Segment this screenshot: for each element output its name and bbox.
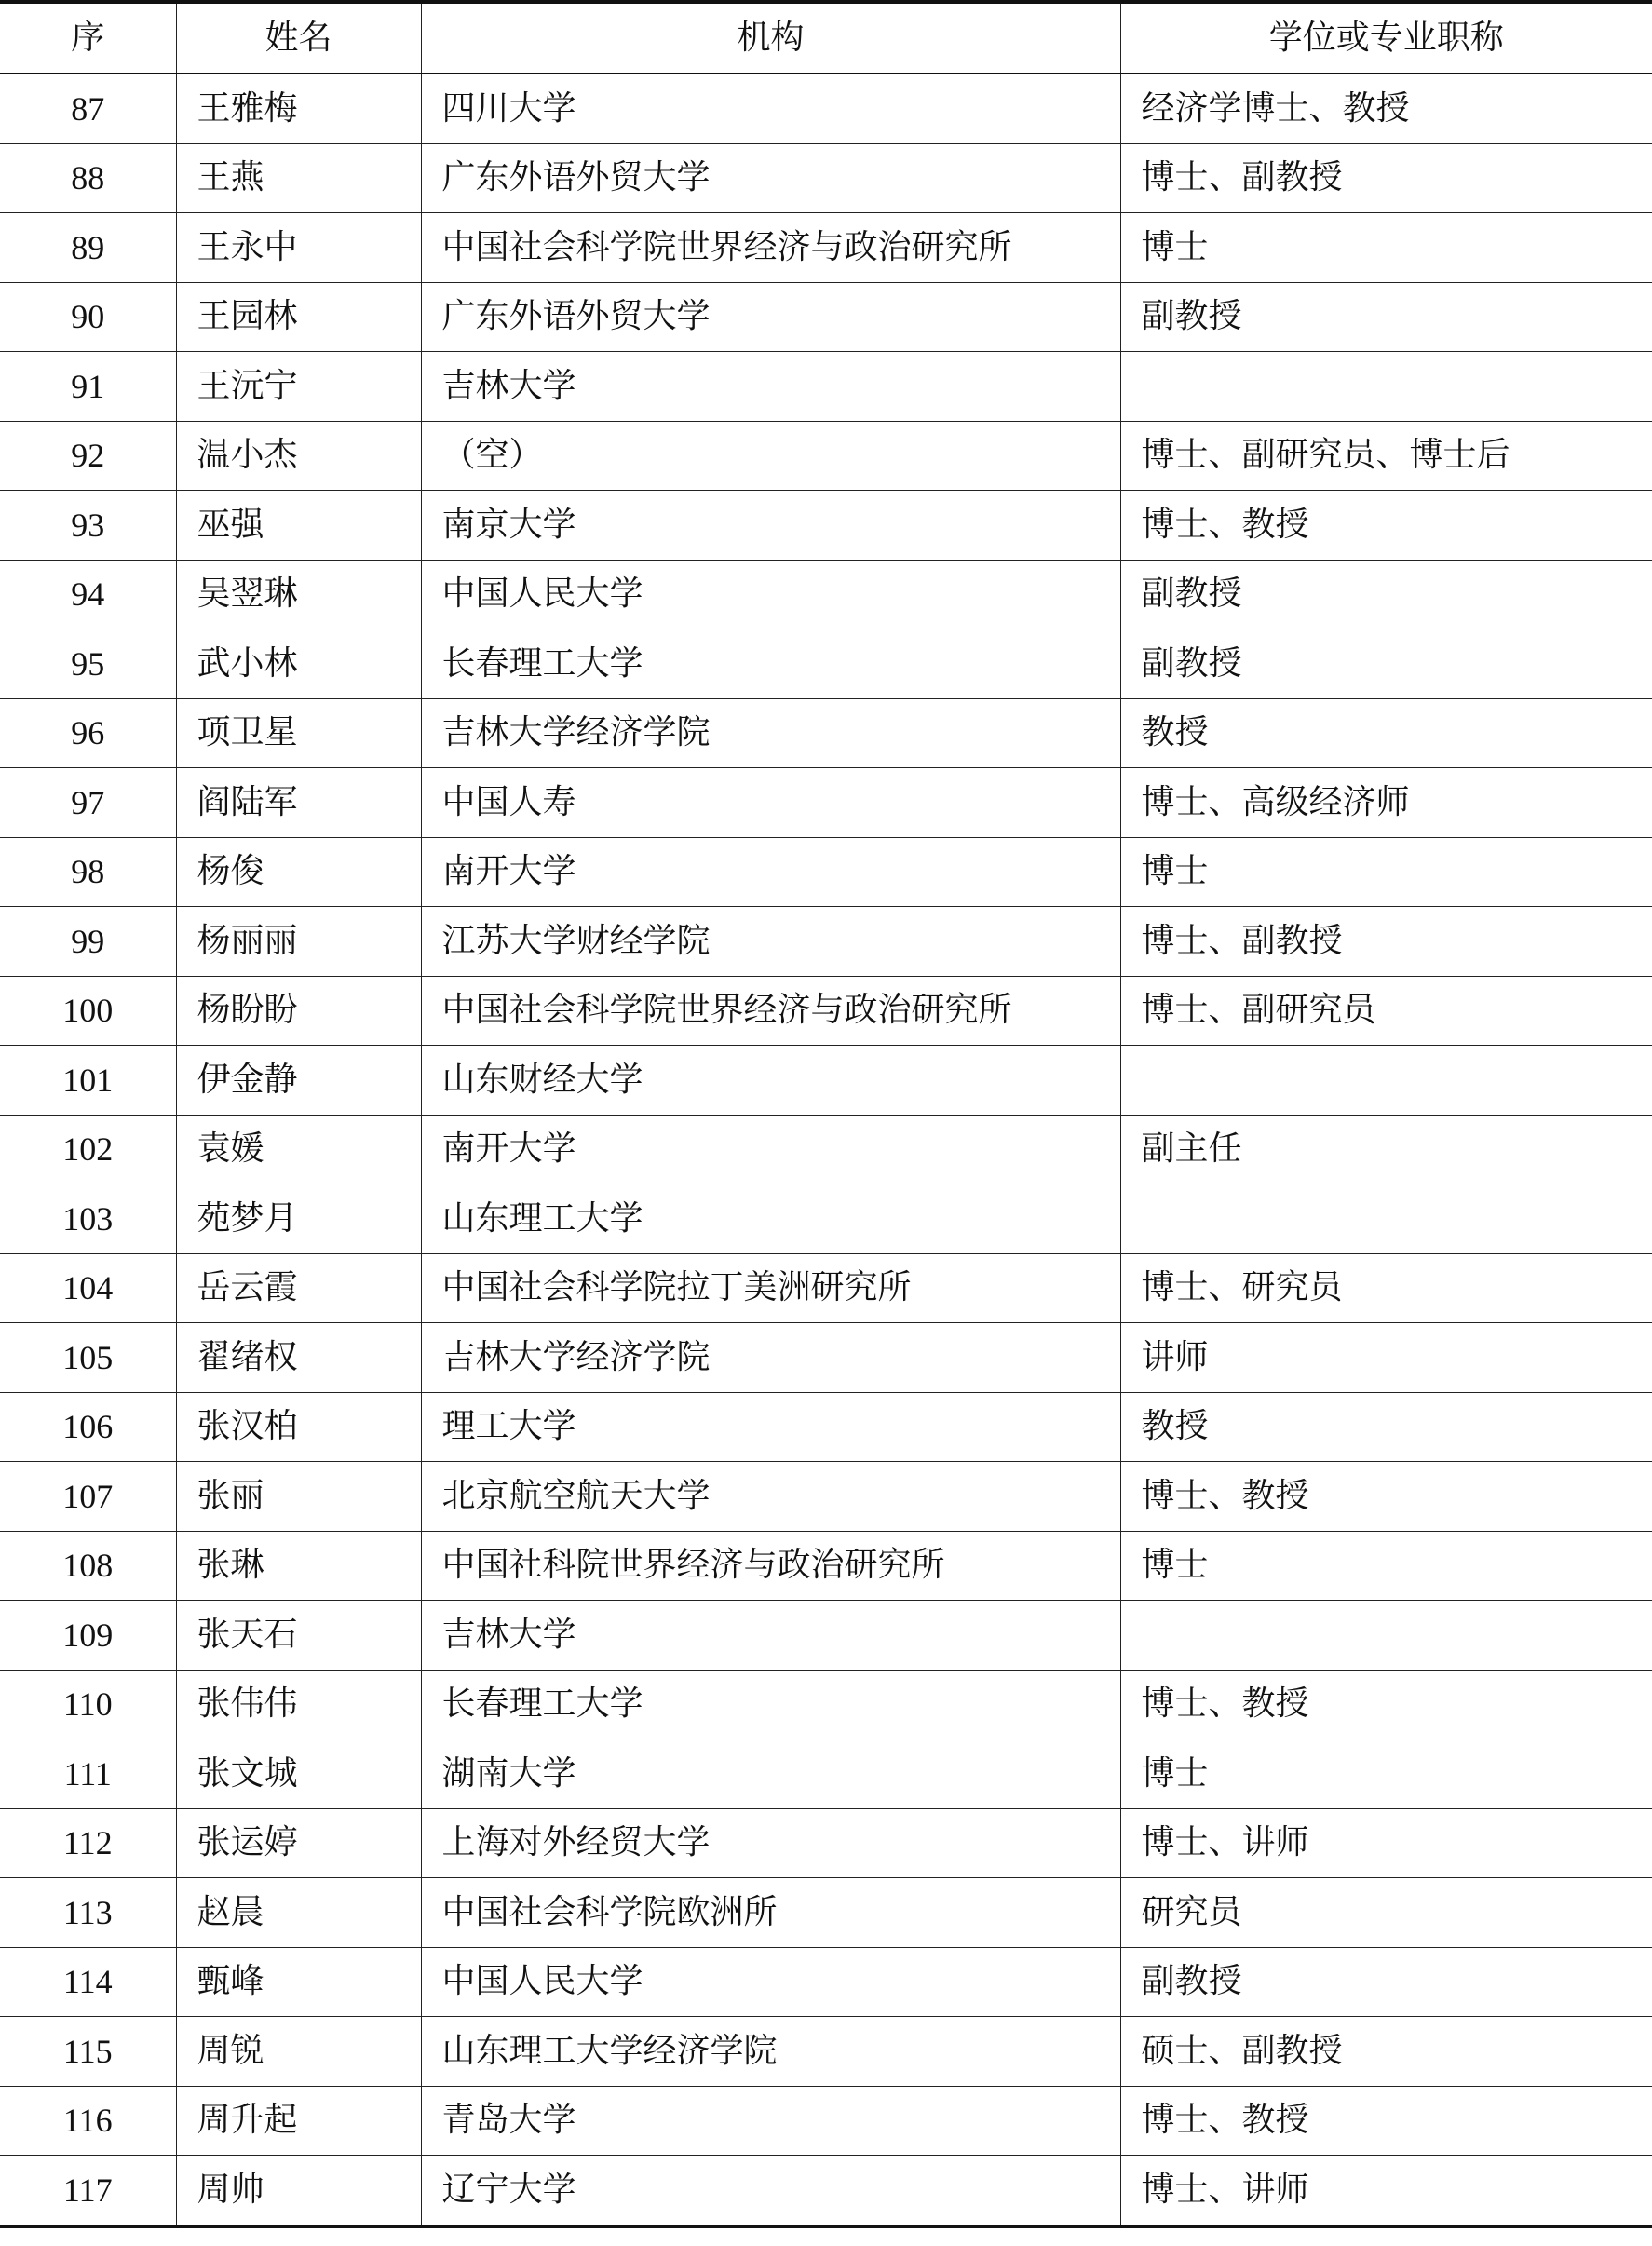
name-cell: 翟绪权 <box>176 1323 421 1393</box>
name-cell: 武小林 <box>176 629 421 699</box>
institution-cell: 长春理工大学 <box>421 1670 1120 1739</box>
name-cell: 张文城 <box>176 1739 421 1809</box>
name-cell: 杨丽丽 <box>176 907 421 977</box>
seq-cell: 92 <box>0 421 176 491</box>
name-cell: 王沅宁 <box>176 352 421 422</box>
degree-title-cell: 博士、副教授 <box>1120 143 1652 213</box>
name-cell: 张伟伟 <box>176 1670 421 1739</box>
degree-title-cell <box>1120 352 1652 422</box>
institution-cell: 北京航空航天大学 <box>421 1462 1120 1532</box>
degree-title-cell: 博士 <box>1120 213 1652 283</box>
table-row <box>0 1462 1652 1532</box>
seq-cell: 107 <box>0 1462 176 1532</box>
seq-cell: 116 <box>0 2086 176 2156</box>
degree-title-cell: 博士、教授 <box>1120 2086 1652 2156</box>
table-row <box>0 1531 1652 1601</box>
seq-cell: 108 <box>0 1531 176 1601</box>
institution-cell: 中国社会科学院世界经济与政治研究所 <box>421 976 1120 1046</box>
seq-cell: 94 <box>0 560 176 629</box>
degree-title-cell <box>1120 1046 1652 1116</box>
name-cell: 张琳 <box>176 1531 421 1601</box>
seq-cell: 89 <box>0 213 176 283</box>
header-row <box>0 2 1652 74</box>
table-row <box>0 1947 1652 2017</box>
degree-title-cell: 博士 <box>1120 1531 1652 1601</box>
degree-title-cell: 博士、讲师 <box>1120 2156 1652 2226</box>
name-cell: 王永中 <box>176 213 421 283</box>
name-cell: 项卫星 <box>176 698 421 768</box>
seq-cell: 105 <box>0 1323 176 1393</box>
table-row <box>0 976 1652 1046</box>
table-row <box>0 837 1652 907</box>
institution-cell: 山东理工大学 <box>421 1184 1120 1254</box>
table-row <box>0 1253 1652 1323</box>
degree-title-cell: 博士、副研究员 <box>1120 976 1652 1046</box>
name-cell: 周帅 <box>176 2156 421 2226</box>
seq-cell: 111 <box>0 1739 176 1809</box>
degree-title-cell: 副教授 <box>1120 560 1652 629</box>
seq-cell: 91 <box>0 352 176 422</box>
institution-cell: 吉林大学 <box>421 352 1120 422</box>
seq-cell: 99 <box>0 907 176 977</box>
degree-title-cell: 博士、教授 <box>1120 1462 1652 1532</box>
table-row <box>0 1115 1652 1184</box>
table-header <box>0 2 1652 74</box>
degree-title-cell: 副教授 <box>1120 629 1652 699</box>
name-cell: 温小杰 <box>176 421 421 491</box>
table-row <box>0 768 1652 838</box>
name-cell: 张丽 <box>176 1462 421 1532</box>
table-row <box>0 1323 1652 1393</box>
name-cell: 张运婷 <box>176 1808 421 1878</box>
name-cell: 甄峰 <box>176 1947 421 2017</box>
table-row <box>0 352 1652 422</box>
header-institution: 机构 <box>421 2 1120 74</box>
header-seq: 序 <box>0 2 176 74</box>
header-degree-title: 学位或专业职称 <box>1120 2 1652 74</box>
table-row <box>0 2156 1652 2226</box>
institution-cell: 中国人民大学 <box>421 560 1120 629</box>
institution-cell: 中国社会科学院世界经济与政治研究所 <box>421 213 1120 283</box>
seq-cell: 100 <box>0 976 176 1046</box>
degree-title-cell <box>1120 1184 1652 1254</box>
institution-cell: 长春理工大学 <box>421 629 1120 699</box>
name-cell: 张汉柏 <box>176 1392 421 1462</box>
institution-cell: 中国社科院世界经济与政治研究所 <box>421 1531 1120 1601</box>
degree-title-cell: 博士 <box>1120 1739 1652 1809</box>
table-row <box>0 560 1652 629</box>
table-row <box>0 421 1652 491</box>
degree-title-cell: 博士、高级经济师 <box>1120 768 1652 838</box>
table-row <box>0 1808 1652 1878</box>
table-row <box>0 1392 1652 1462</box>
institution-cell: 南开大学 <box>421 837 1120 907</box>
name-cell: 杨盼盼 <box>176 976 421 1046</box>
name-cell: 张天石 <box>176 1601 421 1671</box>
seq-cell: 113 <box>0 1878 176 1948</box>
table-row <box>0 491 1652 561</box>
institution-cell: 青岛大学 <box>421 2086 1120 2156</box>
institution-cell: 中国人寿 <box>421 768 1120 838</box>
institution-cell: 江苏大学财经学院 <box>421 907 1120 977</box>
table-row <box>0 1670 1652 1739</box>
seq-cell: 117 <box>0 2156 176 2226</box>
table-row <box>0 143 1652 213</box>
degree-title-cell: 博士 <box>1120 837 1652 907</box>
degree-title-cell: 讲师 <box>1120 1323 1652 1393</box>
degree-title-cell: 副教授 <box>1120 282 1652 352</box>
institution-cell: （空） <box>421 421 1120 491</box>
institution-cell: 上海对外经贸大学 <box>421 1808 1120 1878</box>
table-row <box>0 1046 1652 1116</box>
seq-cell: 106 <box>0 1392 176 1462</box>
institution-cell: 中国社会科学院欧洲所 <box>421 1878 1120 1948</box>
table-body <box>0 74 1652 2226</box>
degree-title-cell: 博士、研究员 <box>1120 1253 1652 1323</box>
table-row <box>0 1184 1652 1254</box>
institution-cell: 吉林大学经济学院 <box>421 698 1120 768</box>
header-name: 姓名 <box>176 2 421 74</box>
table-row <box>0 282 1652 352</box>
name-cell: 吴翌琳 <box>176 560 421 629</box>
institution-cell: 中国社会科学院拉丁美洲研究所 <box>421 1253 1120 1323</box>
name-cell: 苑梦月 <box>176 1184 421 1254</box>
degree-title-cell: 博士、教授 <box>1120 1670 1652 1739</box>
name-cell: 王园林 <box>176 282 421 352</box>
institution-cell: 理工大学 <box>421 1392 1120 1462</box>
institution-cell: 南开大学 <box>421 1115 1120 1184</box>
name-cell: 赵晨 <box>176 1878 421 1948</box>
seq-cell: 109 <box>0 1601 176 1671</box>
seq-cell: 103 <box>0 1184 176 1254</box>
degree-title-cell: 教授 <box>1120 698 1652 768</box>
degree-title-cell: 硕士、副教授 <box>1120 2017 1652 2087</box>
seq-cell: 102 <box>0 1115 176 1184</box>
degree-title-cell: 博士、讲师 <box>1120 1808 1652 1878</box>
degree-title-cell <box>1120 1601 1652 1671</box>
name-cell: 王雅梅 <box>176 74 421 143</box>
table-row <box>0 2017 1652 2087</box>
seq-cell: 95 <box>0 629 176 699</box>
degree-title-cell: 副主任 <box>1120 1115 1652 1184</box>
institution-cell: 湖南大学 <box>421 1739 1120 1809</box>
seq-cell: 104 <box>0 1253 176 1323</box>
table-row <box>0 74 1652 143</box>
name-cell: 周升起 <box>176 2086 421 2156</box>
institution-cell: 吉林大学经济学院 <box>421 1323 1120 1393</box>
name-cell: 袁媛 <box>176 1115 421 1184</box>
table-row <box>0 907 1652 977</box>
degree-title-cell: 经济学博士、教授 <box>1120 74 1652 143</box>
degree-title-cell: 博士、副研究员、博士后 <box>1120 421 1652 491</box>
seq-cell: 115 <box>0 2017 176 2087</box>
name-cell: 阎陆军 <box>176 768 421 838</box>
degree-title-cell: 副教授 <box>1120 1947 1652 2017</box>
table-row <box>0 213 1652 283</box>
institution-cell: 广东外语外贸大学 <box>421 282 1120 352</box>
seq-cell: 101 <box>0 1046 176 1116</box>
seq-cell: 97 <box>0 768 176 838</box>
table-row <box>0 1739 1652 1809</box>
degree-title-cell: 教授 <box>1120 1392 1652 1462</box>
institution-cell: 吉林大学 <box>421 1601 1120 1671</box>
institution-cell: 广东外语外贸大学 <box>421 143 1120 213</box>
table-row <box>0 698 1652 768</box>
table-row <box>0 1601 1652 1671</box>
seq-cell: 112 <box>0 1808 176 1878</box>
seq-cell: 114 <box>0 1947 176 2017</box>
institution-cell: 南京大学 <box>421 491 1120 561</box>
seq-cell: 88 <box>0 143 176 213</box>
seq-cell: 87 <box>0 74 176 143</box>
table-row <box>0 2086 1652 2156</box>
institution-cell: 山东财经大学 <box>421 1046 1120 1116</box>
name-cell: 周锐 <box>176 2017 421 2087</box>
name-cell: 巫强 <box>176 491 421 561</box>
degree-title-cell: 博士、教授 <box>1120 491 1652 561</box>
name-cell: 伊金静 <box>176 1046 421 1116</box>
seq-cell: 90 <box>0 282 176 352</box>
institution-cell: 辽宁大学 <box>421 2156 1120 2226</box>
name-cell: 杨俊 <box>176 837 421 907</box>
table-row <box>0 629 1652 699</box>
seq-cell: 98 <box>0 837 176 907</box>
name-cell: 王燕 <box>176 143 421 213</box>
degree-title-cell: 研究员 <box>1120 1878 1652 1948</box>
institution-cell: 山东理工大学经济学院 <box>421 2017 1120 2087</box>
institution-cell: 四川大学 <box>421 74 1120 143</box>
seq-cell: 93 <box>0 491 176 561</box>
seq-cell: 96 <box>0 698 176 768</box>
institution-cell: 中国人民大学 <box>421 1947 1120 2017</box>
degree-title-cell: 博士、副教授 <box>1120 907 1652 977</box>
seq-cell: 110 <box>0 1670 176 1739</box>
name-cell: 岳云霞 <box>176 1253 421 1323</box>
table-row <box>0 1878 1652 1948</box>
